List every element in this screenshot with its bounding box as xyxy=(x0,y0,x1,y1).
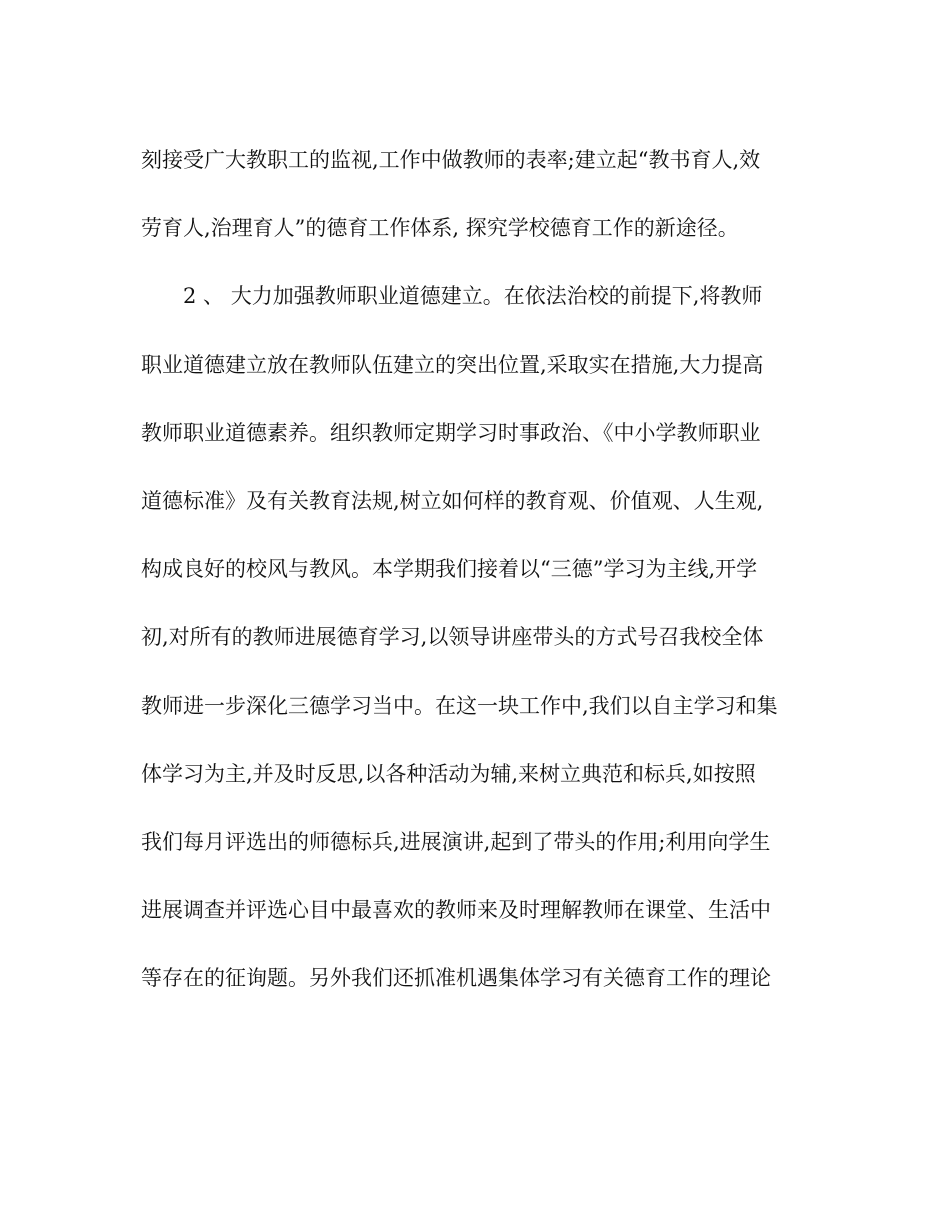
text-line: 刻接受广大教职工的监视,工作中做教师的表率;建立起“教书育人,效 xyxy=(141,148,761,172)
text-line: 道德标准》及有关教育法规,树立如何样的教育观、价值观、人生观, xyxy=(141,488,764,513)
text-line: 教师进一步深化三德学习当中。在这一块工作中,我们以自主学习和集 xyxy=(141,693,778,718)
text-line: 2 、 大力加强教师职业道德建立。在依法治校的前提下,将教师 xyxy=(183,284,763,309)
text-line: 构成良好的校风与教风。本学期我们接着以“三德”学习为主线,开学 xyxy=(141,557,758,582)
text-line: 劳育人,治理育人”的德育工作体系, 探究学校德育工作的新途径。 xyxy=(141,216,739,241)
text-line: 职业道德建立放在教师队伍建立的突出位置,采取实在措施,大力提高 xyxy=(141,352,764,377)
text-line: 我们每月评选出的师德标兵,进展演讲,起到了带头的作用;利用向学生 xyxy=(141,829,771,854)
body-text xyxy=(141,138,811,1024)
text-line: 等存在的征询题。另外我们还抓准机遇集体学习有关德育工作的理论 xyxy=(141,966,771,991)
text-line: 教师职业道德素养。组织教师定期学习时事政治、《中小学教师职业 xyxy=(141,420,761,445)
text-line: 初,对所有的教师进展德育学习,以领导讲座带头的方式号召我校全体 xyxy=(141,625,764,650)
text-line: 进展调查并评选心目中最喜欢的教师来及时理解教师在课堂、生活中 xyxy=(141,898,771,923)
text-line: 体学习为主,并及时反思,以各种活动为辅,来树立典范和标兵,如按照 xyxy=(141,761,756,786)
